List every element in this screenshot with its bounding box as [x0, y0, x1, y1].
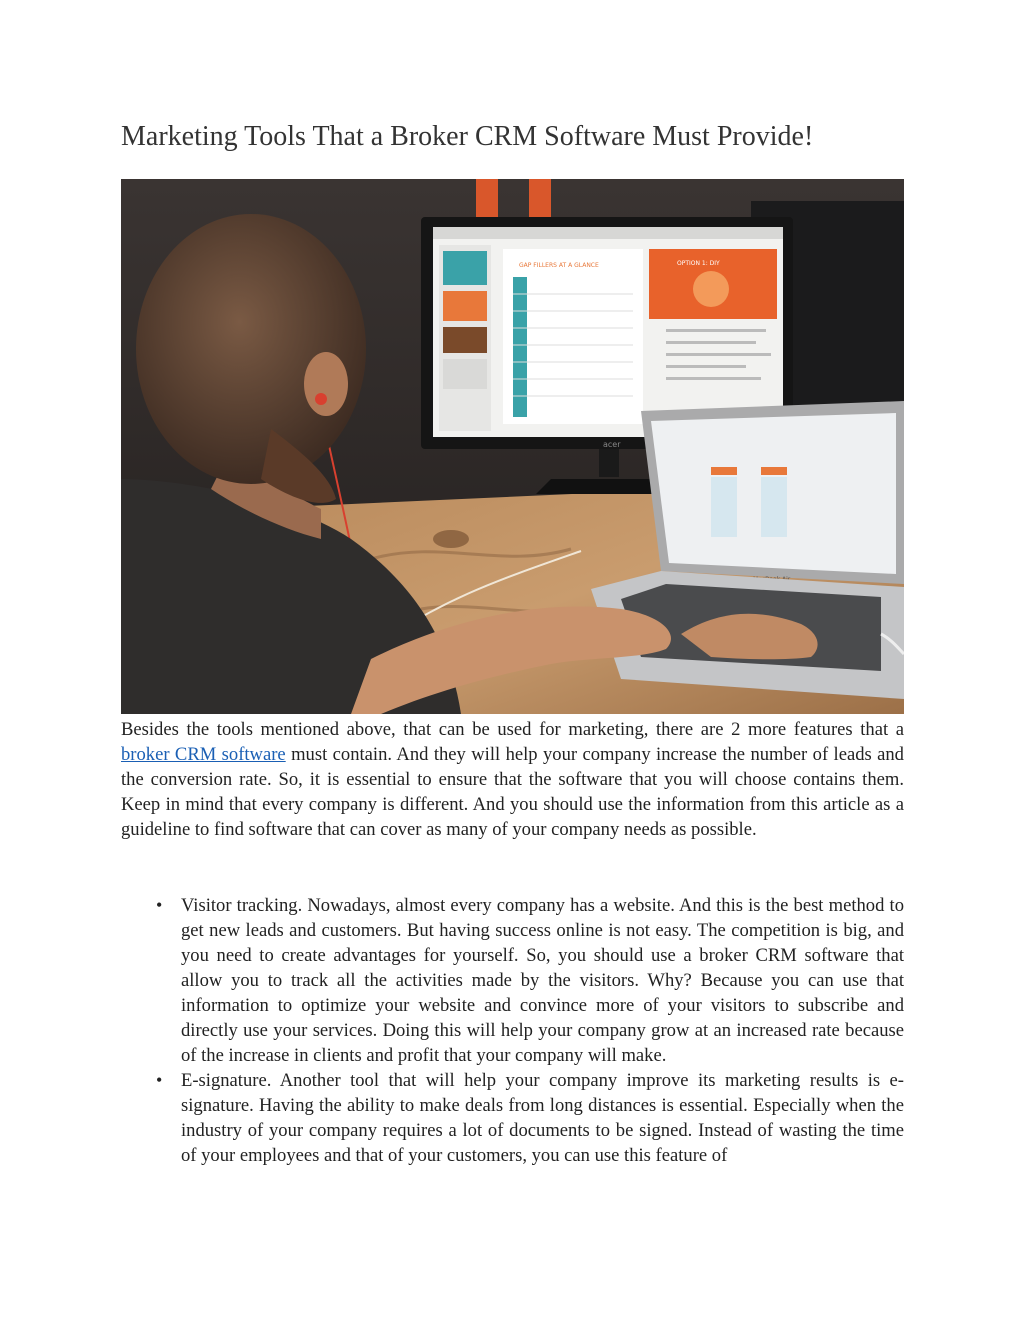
page-title: Marketing Tools That a Broker CRM Software Must Provide! [121, 121, 814, 152]
list-item [121, 1068, 904, 1168]
article-photo [121, 179, 904, 714]
intro-paragraph [121, 717, 904, 842]
monitor-brand: acer [603, 440, 621, 449]
monitor-slide-heading: GAP FILLERS AT A GLANCE [519, 262, 599, 269]
bullet-marker: • [156, 1070, 163, 1090]
bullet-text-visitor-tracking: Visitor tracking. Nowadays, almost every company has a website. And this is the best method to get new leads and customers. But having success online is not easy. The competition is big, and you need to create advantages for yourself. So, you should use a broker CRM software that allow you to track all the activities made by the visitors. Why? Because you can use that information to optimize your website and convince more of your visitors to subscribe and directly use your services. Doing this will help your company grow at an increased rate because of the increase in clients and profit that your company will make. [181, 895, 904, 1066]
photo-illustration [121, 179, 904, 714]
list-item [121, 893, 904, 1068]
intro-text-after-link: must contain. And they will help your company increase the number of leads and the conversion rate. So, it is essential to ensure that the software that you will choose contains them. Keep in mind that every company is different. And you should use the information from this article as a guideline to find software that can cover as many of your company needs as possible. [121, 744, 904, 840]
bullet-text-e-signature: E-signature. Another tool that will help your company improve its marketing results is e-signature. Having the ability to make deals from long distances is essential. Especially when the industry of your company requires a lot of documents to be signed. Instead of wasting the time of your employees and that of your customers, you can use this feature of [181, 1070, 904, 1166]
feature-bullet-list [121, 893, 904, 1168]
bullet-marker: • [156, 895, 163, 915]
broker-crm-software-link[interactable]: broker CRM software [121, 744, 286, 765]
intro-text-before-link: Besides the tools mentioned above, that can be used for marketing, there are 2 more features that a [121, 719, 904, 740]
monitor-option-label: OPTION 1: DIY [677, 260, 720, 267]
